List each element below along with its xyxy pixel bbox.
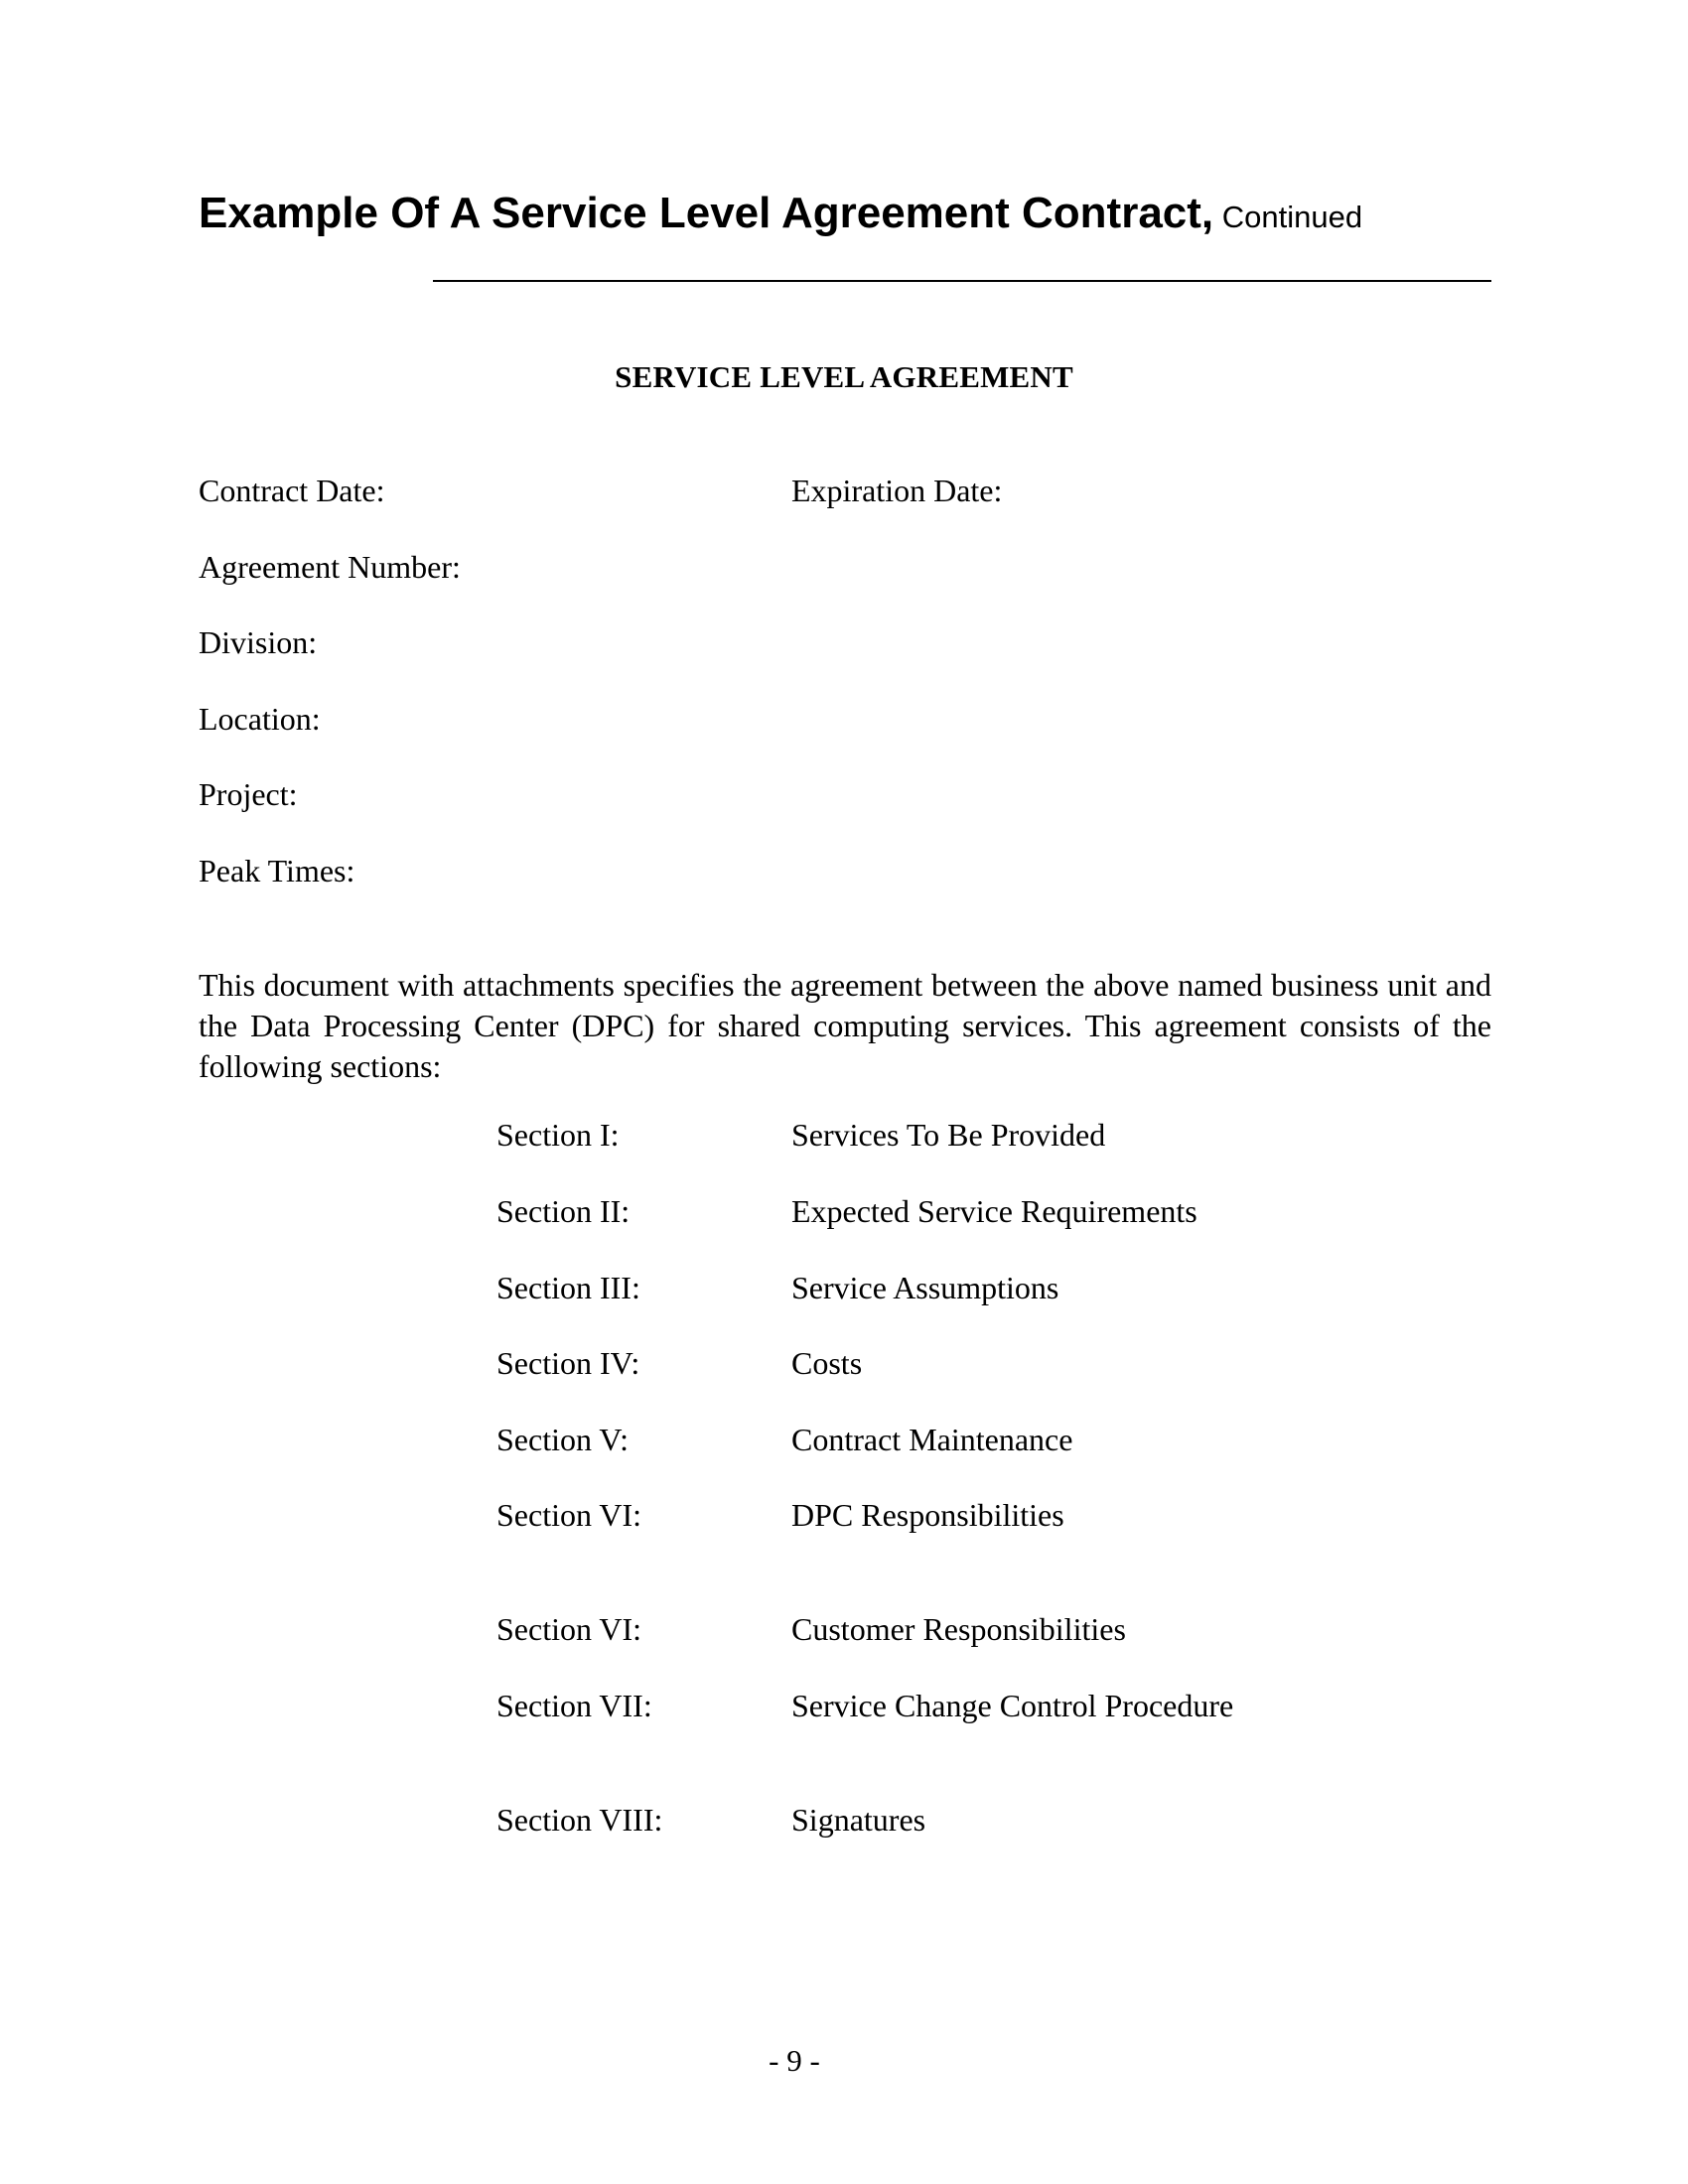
section-title: Contract Maintenance <box>791 1422 1073 1457</box>
section-title: Customer Responsibilities <box>791 1611 1126 1647</box>
page-header-continued: Continued <box>1213 200 1363 234</box>
section-label: Section VI: <box>496 1497 642 1533</box>
section-title: Costs <box>791 1345 863 1381</box>
expiration-date-label: Expiration Date: <box>791 473 1003 508</box>
location-label: Location: <box>199 701 321 737</box>
page-number: - 9 - <box>769 2043 820 2078</box>
section-label: Section IV: <box>496 1345 640 1381</box>
page-header <box>199 189 1362 238</box>
section-label: Section III: <box>496 1270 640 1305</box>
division-label: Division: <box>199 624 318 660</box>
intro-paragraph: This document with attachments specifies the agreement between the above named business unit and the Data Processing Center (DPC) for shared computing services. This agreement consists of the following sections: <box>199 967 1491 1084</box>
section-label: Section V: <box>496 1422 630 1457</box>
section-label: Section VII: <box>496 1688 652 1723</box>
contract-date-label: Contract Date: <box>199 473 385 508</box>
section-title: Services To Be Provided <box>791 1117 1106 1153</box>
section-title: Expected Service Requirements <box>791 1193 1197 1229</box>
agreement-number-label: Agreement Number: <box>199 549 461 585</box>
page-header-title: Example Of A Service Level Agreement Contract, <box>199 189 1214 237</box>
section-title: Service Assumptions <box>791 1270 1059 1305</box>
header-rule <box>433 280 1491 282</box>
section-title: DPC Responsibilities <box>791 1497 1064 1533</box>
section-title: Signatures <box>791 1802 926 1838</box>
section-label: Section VI: <box>496 1611 642 1647</box>
section-label: Section VIII: <box>496 1802 663 1838</box>
peak-times-label: Peak Times: <box>199 853 355 888</box>
document-title: SERVICE LEVEL AGREEMENT <box>615 359 1073 394</box>
section-label: Section I: <box>496 1117 620 1153</box>
section-label: Section II: <box>496 1193 631 1229</box>
section-title: Service Change Control Procedure <box>791 1688 1234 1723</box>
project-label: Project: <box>199 776 298 812</box>
